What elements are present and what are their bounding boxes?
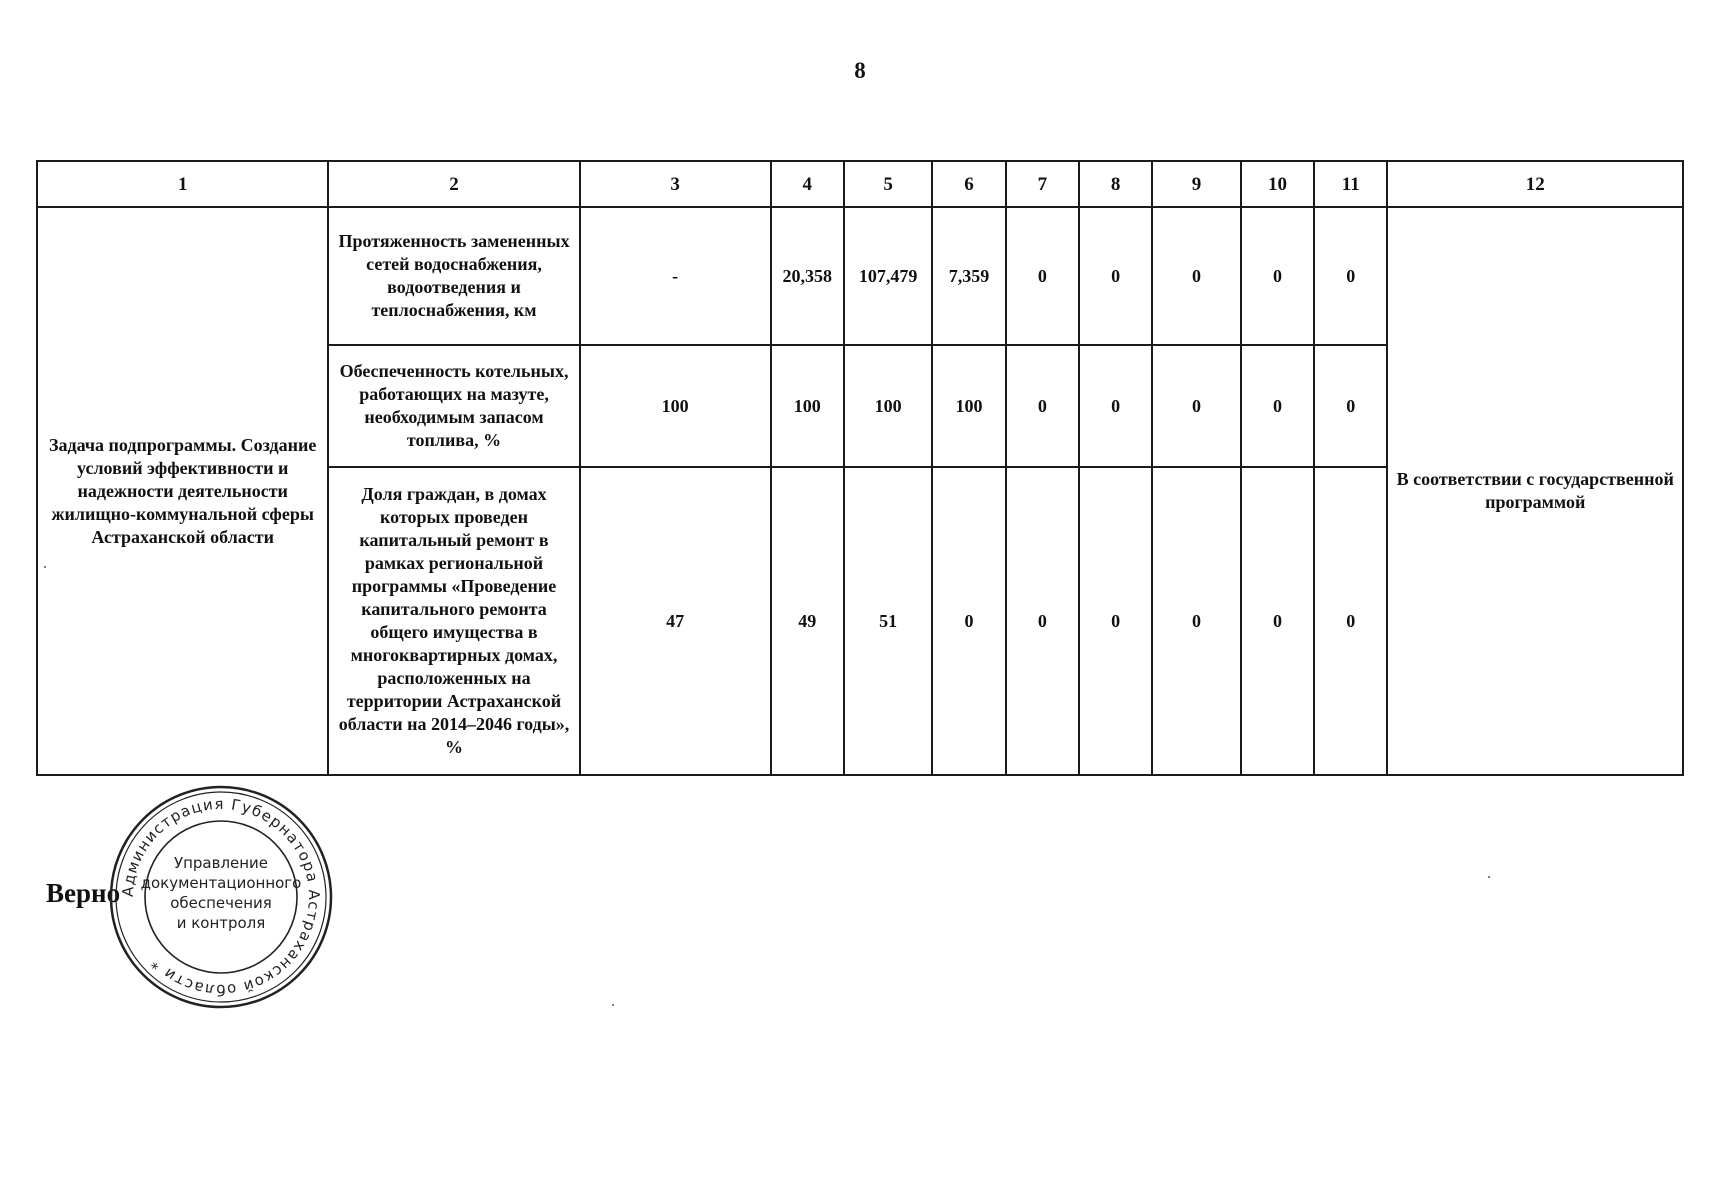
value-cell: 0: [1152, 207, 1240, 345]
value-cell: 0: [1006, 467, 1079, 775]
value-cell: 0: [1079, 345, 1152, 467]
stamp-center-line: документационного: [140, 874, 302, 892]
official-seal-stamp: [108, 784, 334, 1010]
column-header: 3: [580, 161, 771, 207]
column-header: 7: [1006, 161, 1079, 207]
value-cell: 100: [771, 345, 844, 467]
column-header: 11: [1314, 161, 1387, 207]
verno-certification: Верно: [46, 878, 121, 908]
indicator-cell: Протяженность замененных сетей водоснабжения, водоотведения и теплоснабжения, км: [328, 207, 579, 345]
value-cell: 0: [1006, 345, 1079, 467]
value-cell: 0: [1314, 207, 1387, 345]
value-cell: 0: [1006, 207, 1079, 345]
column-header: 8: [1079, 161, 1152, 207]
indicator-cell: Доля граждан, в домах которых проведен капитальный ремонт в рамках региональной программы «Проведение капитального ремонта общего имущества в многоквартирных домах, расположенных на территории Астраханской области на 2014–2046 годы», %: [328, 467, 579, 775]
task-cell: Задача подпрограммы. Создание условий эффективности и надежности деятельности жилищно-коммунальной сферы Астраханской области: [37, 207, 328, 775]
value-cell: 49: [771, 467, 844, 775]
stamp-center-line: обеспечения: [170, 894, 272, 912]
note-cell: В соответствии с государственной программой: [1387, 207, 1683, 775]
column-header: 5: [844, 161, 932, 207]
column-header: 1: [37, 161, 328, 207]
column-header: 2: [328, 161, 579, 207]
value-cell: 0: [1241, 207, 1314, 345]
column-header: 6: [932, 161, 1005, 207]
column-header: 12: [1387, 161, 1683, 207]
stamp-center-line: Управление: [173, 854, 269, 872]
value-cell: -: [580, 207, 771, 345]
table-header-row: [37, 161, 1683, 207]
value-cell: 47: [580, 467, 771, 775]
page-number: 8: [854, 58, 866, 83]
column-header: 10: [1241, 161, 1314, 207]
scan-speck: [1488, 876, 1490, 878]
value-cell: 100: [932, 345, 1005, 467]
value-cell: 100: [580, 345, 771, 467]
indicator-cell: Обеспеченность котельных, работающих на мазуте, необходимым запасом топлива, %: [328, 345, 579, 467]
value-cell: 0: [1152, 467, 1240, 775]
value-cell: 51: [844, 467, 932, 775]
indicators-table: [36, 160, 1684, 776]
stamp-ring-text: Администрация Губернатора Астраханской области *: [118, 794, 324, 1000]
column-header: 4: [771, 161, 844, 207]
scan-speck: [44, 566, 46, 568]
value-cell: 0: [1079, 467, 1152, 775]
table-row: [37, 207, 1683, 345]
value-cell: 20,358: [771, 207, 844, 345]
value-cell: 0: [1079, 207, 1152, 345]
value-cell: 0: [1241, 345, 1314, 467]
value-cell: 100: [844, 345, 932, 467]
column-header: 9: [1152, 161, 1240, 207]
stamp-center-line: и контроля: [176, 914, 266, 932]
scan-speck: [612, 1004, 614, 1006]
value-cell: 107,479: [844, 207, 932, 345]
value-cell: 0: [1314, 467, 1387, 775]
value-cell: 7,359: [932, 207, 1005, 345]
value-cell: 0: [1314, 345, 1387, 467]
value-cell: 0: [1241, 467, 1314, 775]
value-cell: 0: [932, 467, 1005, 775]
value-cell: 0: [1152, 345, 1240, 467]
